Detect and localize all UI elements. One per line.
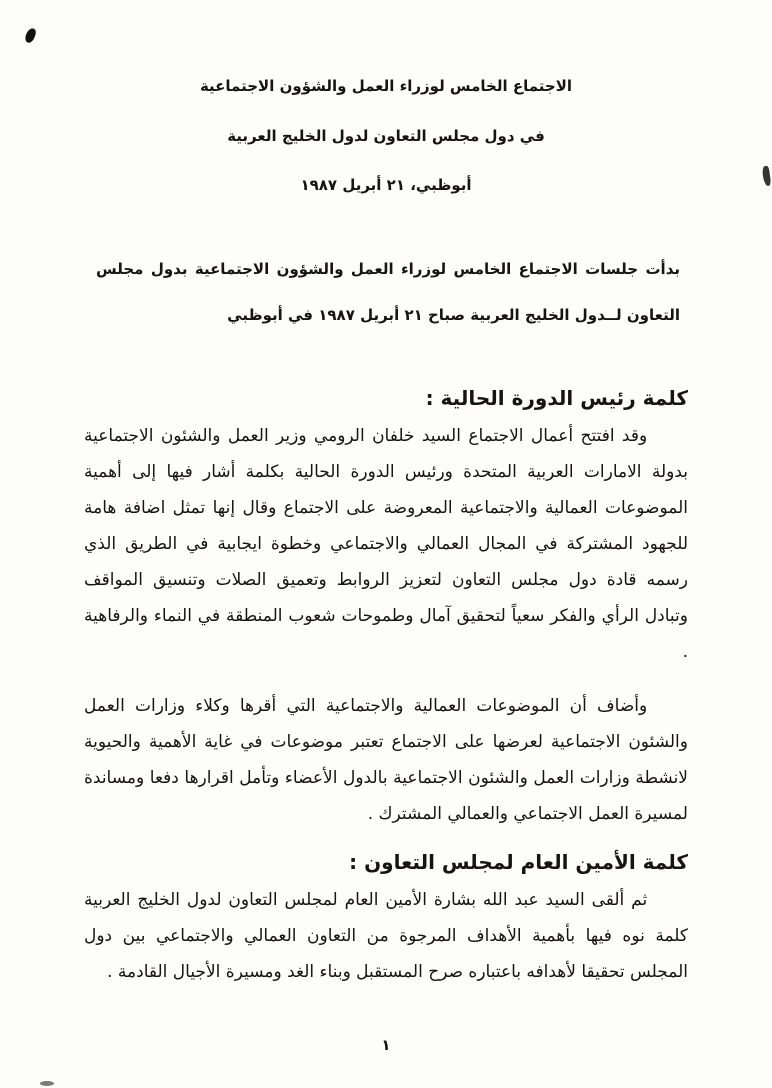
scan-artifact — [762, 166, 772, 187]
document-header — [84, 78, 688, 194]
scan-artifact — [40, 1081, 54, 1086]
section-heading-president: كلمة رئيس الدورة الحالية : — [425, 385, 688, 410]
section-session-president — [84, 386, 688, 832]
section-heading-secretary-general: كلمة الأمين العام لمجلس التعاون : — [349, 849, 688, 874]
document-title-line-3: أبوظبي، ٢١ أبريل ١٩٨٧ — [300, 176, 472, 194]
intro-paragraph: بدأت جلسات الاجتماع الخامس لوزراء العمل والشؤون الاجتماعية بدول مجلس التعاون لــدول الخليج العربية صباح ٢١ أبريل ١٩٨٧ في أبوظبي — [96, 259, 680, 324]
document-title-line-1: الاجتماع الخامس لوزراء العمل والشؤون الاجتماعية — [199, 77, 573, 95]
paragraph: ثم ألقى السيد عبد الله بشارة الأمين العام لمجلس التعاون لدول الخليج العربية كلمة نوه فيها بأهمية الأهداف المرجوة من التعاون العمالي والاجتماعي بين دول المجلس تحقيقا لأهدافه باعتباره صرح المستقبل وبناء الغد ومسيرة الأجيال القادمة . — [84, 889, 688, 982]
paragraph: وقد افتتح أعمال الاجتماع السيد خلفان الرومي وزير العمل والشئون الاجتماعية بدولة الامارات العربية المتحدة ورئيس الدورة الحالية بكلمة أشار فيها إلى أهمية الموضوعات العمالية والاجتماعية المعروضة على الاجتماع وقال إنها تمثل اضافة هامة للجهود المشتركة في المجال العمالي والاجتماعي وخطوة ايجابية في الطريق الذي رسمه قادة دول مجلس التعاون لتعزيز الروابط وتعميق الصلات وتنسيق المواقف وتبادل الرأي والفكر سعياً لتحقيق آمال وطموحات شعوب المنطقة في النماء والرفاهية . — [84, 425, 688, 662]
page-footer — [0, 1035, 772, 1054]
scan-artifact — [24, 27, 37, 44]
section-secretary-general — [84, 850, 688, 990]
page-number: ١ — [381, 1036, 391, 1054]
paragraph: وأضاف أن الموضوعات العمالية والاجتماعية التي أقرها وكلاء وزارات العمل والشئون الاجتماعية لعرضها على الاجتماع تعتبر موضوعات في غاية الأهمية والحيوية لانشطة وزارات العمل والشئون الاجتماعية بالدول الأعضاء وتأمل اقرارها دفعا ومساندة لمسيرة العمل الاجتماعي والعمالي المشترك . — [84, 695, 688, 824]
document-title-line-2: في دول مجلس التعاون لدول الخليج العربية — [227, 126, 545, 145]
